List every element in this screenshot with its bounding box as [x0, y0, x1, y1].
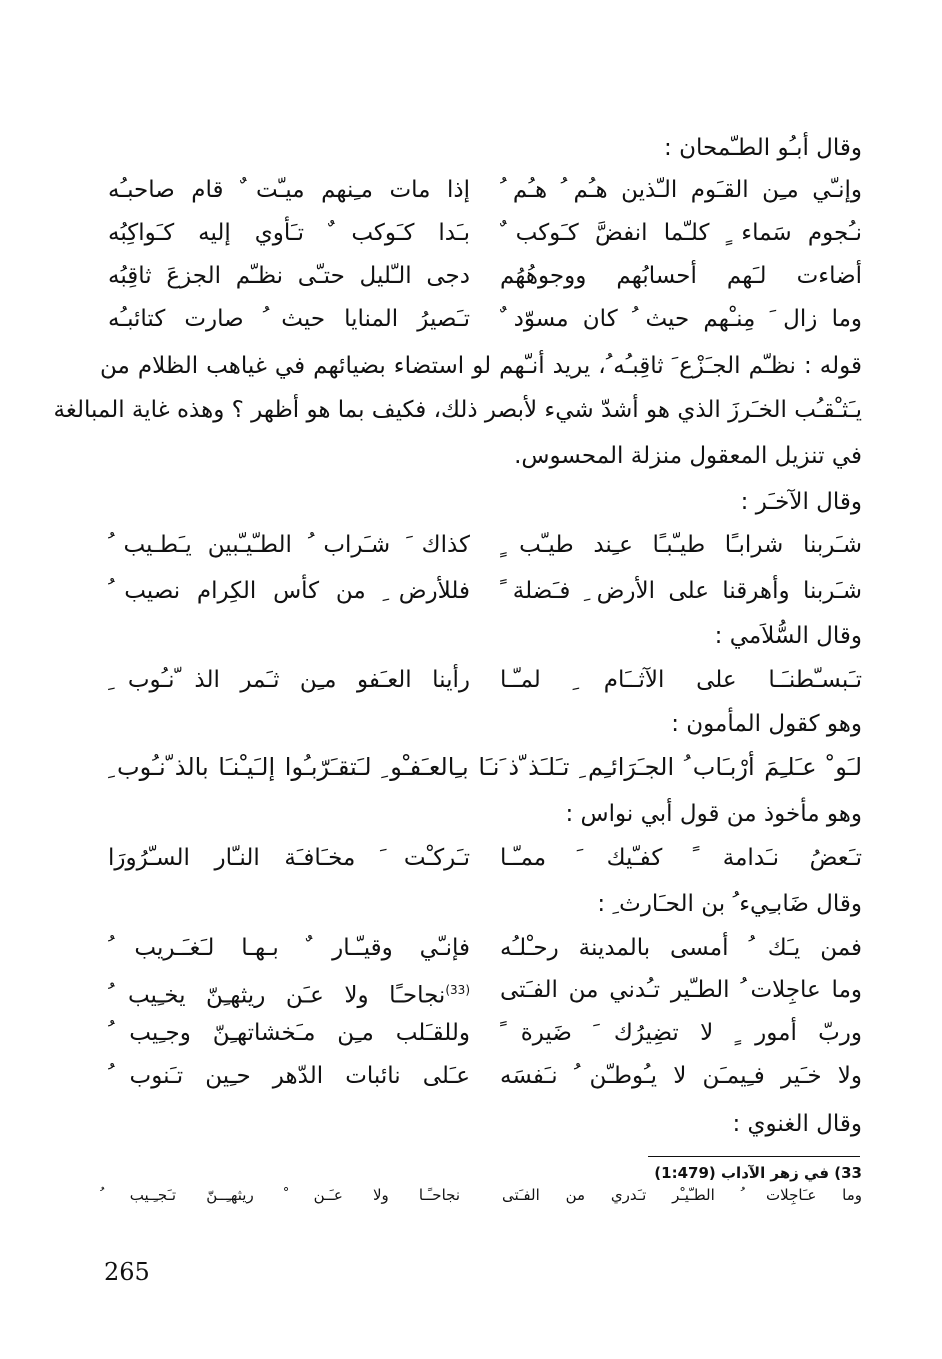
verse-line: [108, 170, 862, 210]
quoted-saying: لـَو ْ عـَلـِمَ أرْبـَاب ُ الجـَرَائـِم ِ تـَلـَذ ّذ َنـَا بـِالعـَفـْو ِ لـَتقـَرّبـُوا إلـَيـْنـَا بالذ ّنـُوب ِ: [108, 753, 862, 781]
page-number: 265: [104, 1258, 150, 1286]
verse-second-hemistich: [108, 970, 470, 1016]
footnote-verse: [100, 1184, 862, 1206]
verse-first-hemistich: شـَربنا وأهرقنا على الأرض ِ فـَضلة ً: [500, 578, 862, 604]
heading-sulami: وقال السُّلاَمي :: [714, 623, 862, 649]
footnote-source: [654, 1162, 862, 1184]
commentary-line: قوله : نظـّم الجـَزْع َ ثاقِبـُه ُ، يريد أنـّهم لو استضاء بضيائهم في غياهب الظلام من: [100, 353, 862, 379]
verse-second-hemistich: دجى الـّليل حتـّى نظـّم الجزعَ ثاقِبُه: [108, 263, 470, 289]
commentary-line: في تنزيل المعقول منزلة المحسوس.: [514, 443, 862, 469]
hemistich-text: نجاحـًا ولا عـَن ريثهـِنّ يخـِيب ُ: [108, 982, 446, 1009]
verse-first-hemistich: وربّ أمور ٍ لا تضِيرُك َ ضَيرة ً: [500, 1020, 862, 1046]
verse-first-hemistich: نـُجوم سَماء ٍ كلـّما انفضَّ كـَوكب ٌ: [500, 220, 862, 246]
verse-line: [108, 213, 862, 253]
verse-first-hemistich: وإنـّي مـِن القـَوم الـّذين هـُم ُ هـُم ُ: [500, 177, 862, 203]
verse-line: [108, 928, 862, 968]
verse-second-hemistich: إذا مات مـِنهم ميـّت ٌ قام صاحبـُه: [108, 177, 470, 203]
heading-mamun: وهو كقول المأمون :: [671, 711, 862, 737]
verse-second-hemistich: فإنـّي وقيـّـار ٌ بـهـا لـَغـَـريب ُ: [108, 935, 470, 961]
verse-first-hemistich: وما زال َ مِنـْهم حيث ُ كان مسوّد ٌ: [500, 306, 862, 332]
footnote-number: 33): [834, 1164, 862, 1182]
verse-line: [108, 838, 862, 878]
verse-first-hemistich: وما عـَاجِلات ُ الطـّيـْر تـَدري من الفـَتى: [502, 1186, 862, 1204]
verse-second-hemistich: تـَركـْت َ مخـَافـَة النـّار السـّرُورَا: [108, 845, 470, 871]
footnote-marker: (33): [445, 983, 470, 997]
footnote-separator: [648, 1156, 860, 1157]
verse-line: [108, 571, 862, 611]
heading-ghanawi: وقال الغنوي :: [732, 1111, 862, 1137]
verse-second-hemistich: عـَلى نائبات الدّهر حـِين تـَنوب ُ: [108, 1063, 470, 1089]
verse-first-hemistich: شـَربنا شرابـًا طيـّبـًا عـِند طيـّب ٍ: [500, 532, 862, 558]
verse-first-hemistich: تـَعضُ نـَدامة ً كفـّيك َ ممـّـا: [500, 845, 862, 871]
verse-line: [108, 299, 862, 339]
verse-second-hemistich: كذاك َ شـَراب ُ الطـّيـّبين يـَطـيب ُ: [108, 532, 470, 558]
verse-line: [108, 1013, 862, 1053]
heading-abu-nuwas: وهو مأخوذ من قول أبي نواس :: [565, 801, 862, 827]
verse-first-hemistich: أضاءت لـَهم أحسابُهم ووجوهُهُم: [500, 263, 862, 289]
verse-first-hemistich: وما عاجِلات ُ الطـّير تـُدني من الفـَتى: [500, 977, 862, 1003]
verse-line: [108, 970, 862, 1010]
commentary-line: يـَثـْقـُب الخـَرزَ الذي هو أشدّ شيء لأبصر ذلك، فكيف بما هو أظهر ؟ وهذه غاية المبالغة: [53, 397, 862, 423]
verse-second-hemistich: تـَصيرُ المنايا حيث ُ صارت كتائبـُه: [108, 306, 470, 332]
heading-another-poet: وقال الآخـَر :: [740, 489, 862, 515]
verse-second-hemistich: رأينا العـَفو مـِن ثـَمر الذ ّنـُوب ِ: [108, 667, 470, 693]
verse-first-hemistich: ولا خـَير فـِيمـَن لا يـُوطـّن ُ نـَفسَه: [500, 1063, 862, 1089]
verse-line: [108, 660, 862, 700]
verse-second-hemistich: فللأرض ِ من كأس الكِرام نصيب ُ: [108, 578, 470, 604]
verse-line: [108, 525, 862, 565]
verse-first-hemistich: تـَبسـّطنـَـا على الآثــَام ِ لمـّـا: [500, 667, 862, 693]
verse-first-hemistich: فمن يـَك ُ أمسى بالمدينة رحـْلـُه: [500, 935, 862, 961]
verse-second-hemistich: نجاحـًـا ولا عـَـن ْ ريثهـِــنّ تـَجـِـيب ُ: [100, 1186, 460, 1204]
heading-dabi-ibn-harith: وقال ضَابـِيء ُ بن الحـَارث ِ :: [597, 891, 862, 917]
verse-second-hemistich: وللقـَلب مـِن مـَخشاتهـِنّ وجـِيب ُ: [108, 1020, 470, 1046]
heading-abu-tamhan: وقال أبـُو الطـّمحان :: [664, 135, 862, 161]
footnote-citation: في زهر الآداب (1:479): [654, 1164, 830, 1182]
verse-line: [108, 1056, 862, 1096]
verse-line: [108, 256, 862, 296]
verse-second-hemistich: بـَدا كـَوكب ٌ تـَأوي إليه كـَواكِبُه: [108, 220, 470, 246]
